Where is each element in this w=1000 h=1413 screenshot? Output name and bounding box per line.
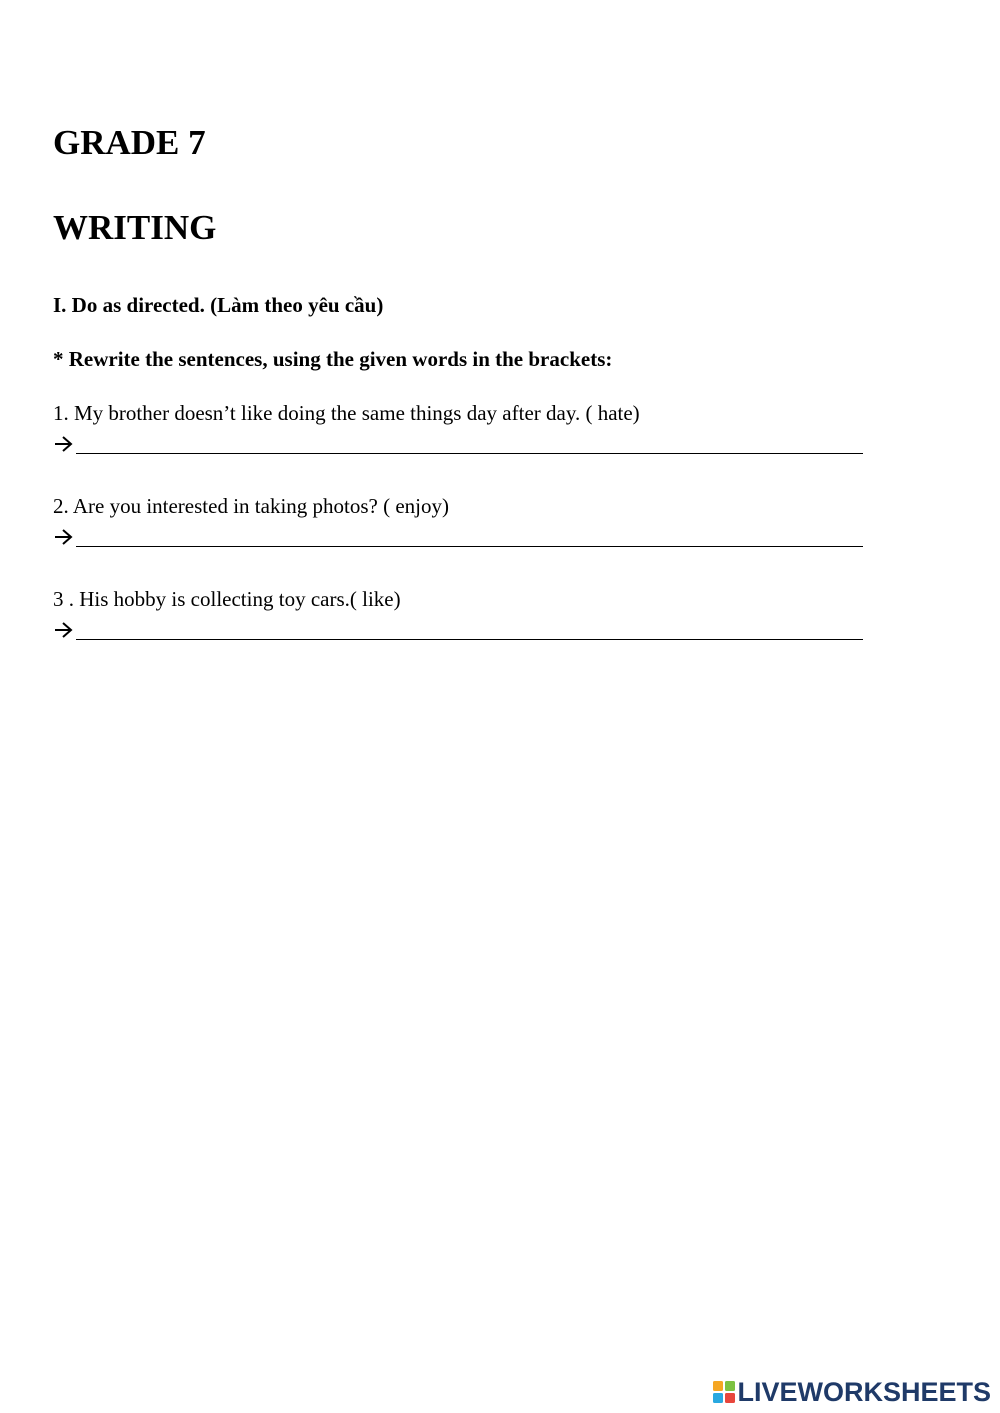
liveworksheets-logo-icon (713, 1381, 735, 1403)
arrow-right-icon (53, 434, 75, 454)
answer-input-line[interactable] (76, 546, 863, 547)
question-item (53, 400, 873, 460)
instruction-text: * Rewrite the sentences, using the given words in the brackets: (53, 347, 613, 371)
question-text: 3 . His hobby is collecting toy cars.( like) (53, 587, 401, 611)
liveworksheets-logo (713, 1378, 991, 1406)
question-text: 2. Are you interested in taking photos? ( enjoy) (53, 494, 449, 518)
answer-input-line[interactable] (76, 453, 863, 454)
question-item (53, 493, 873, 553)
answer-input-line[interactable] (76, 639, 863, 640)
answer-line (53, 523, 873, 553)
answer-line (53, 430, 873, 460)
subject-heading: WRITING (53, 208, 217, 247)
answer-line (53, 616, 873, 646)
section-title: I. Do as directed. (Làm theo yêu cầu) (53, 293, 384, 317)
question-text: 1. My brother doesn’t like doing the same things day after day. ( hate) (53, 401, 640, 425)
question-item (53, 586, 873, 646)
grade-heading: GRADE 7 (53, 123, 206, 162)
arrow-right-icon (53, 620, 75, 640)
logo-text: LIVEWORKSHEETS (737, 1377, 991, 1407)
arrow-right-icon (53, 527, 75, 547)
